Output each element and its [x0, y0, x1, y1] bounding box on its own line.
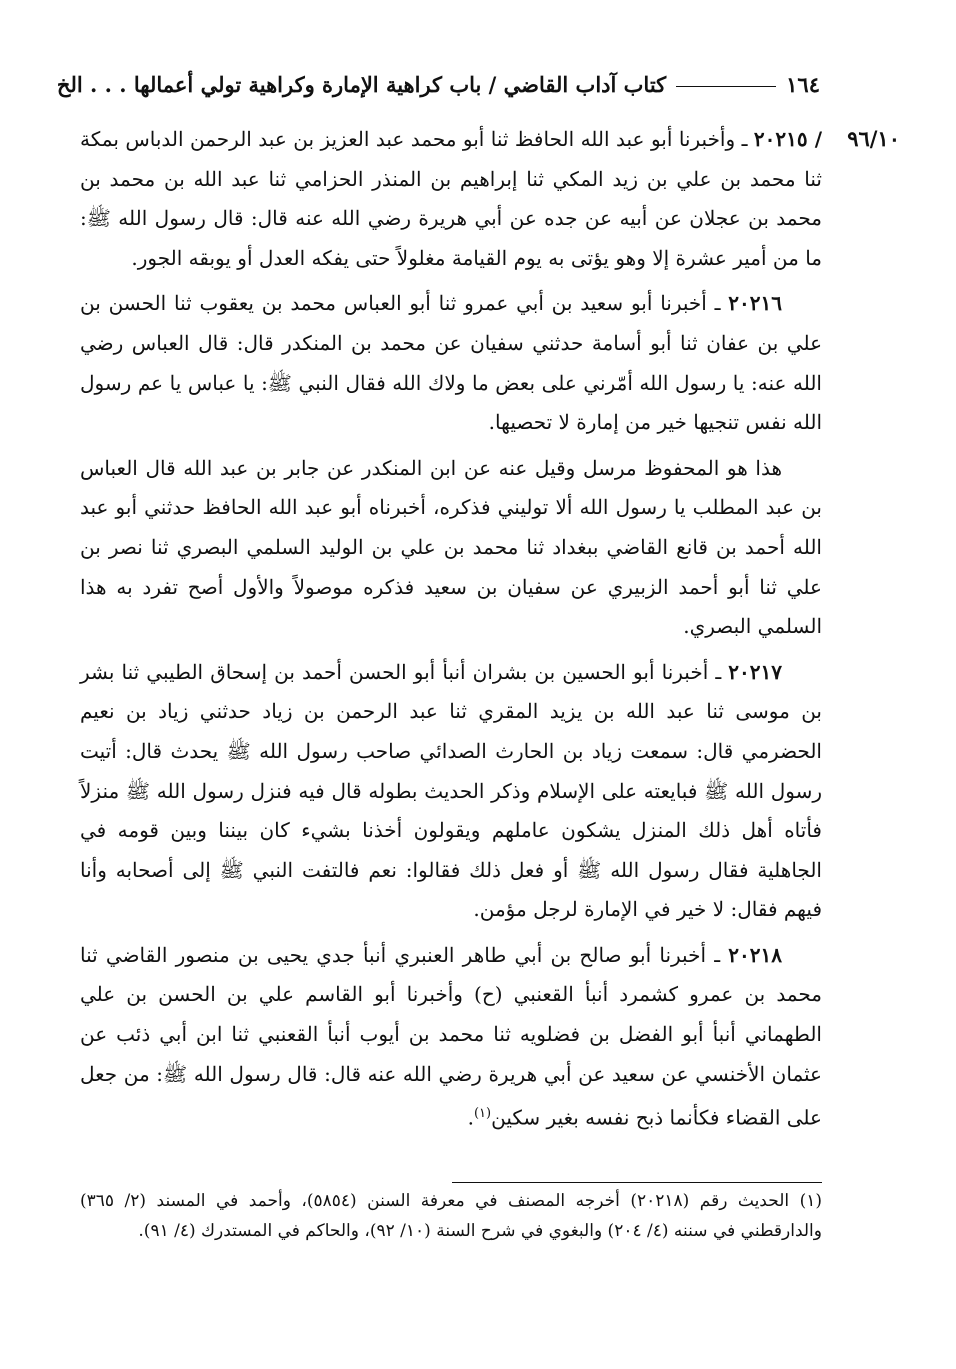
- hadith-paragraph: [80, 284, 822, 442]
- hadith-number: ٢٠٢١٧: [728, 659, 782, 684]
- hadith-number: ٢٠٢١٨: [728, 942, 782, 967]
- commentary-paragraph: [80, 449, 822, 647]
- sentence-end: .: [467, 1105, 474, 1130]
- header-rule: [676, 86, 776, 87]
- main-text: [80, 120, 822, 1145]
- hadith-number: / ٢٠٢١٥: [753, 127, 822, 151]
- hadith-paragraph: [80, 120, 822, 278]
- running-header: [56, 66, 820, 102]
- hadith-text: ـ وأخبرنا أبو عبد الله الحافظ ثنا أبو محمد عبد العزيز بن عبد الرحمن الدباس بمكة ثنا محمد بن علي بن زيد المكي ثنا إبراهيم بن المنذر الحزامي ثنا عبد الله بن محمد بن محمد بن عجلان عن أبيه عن جده عن أبي هريرة رضي الله عنه قال: قال رسول الله ﷺ: ما من أمير عشرة إلا وهو يؤتى به يوم القيامة مغلولاً حتى يفكه العدل أو يوبقه الجور.: [80, 127, 822, 270]
- hadith-text: ـ أخبرنا أبو الحسين بن بشران أنبأ أبو الحسن أحمد بن إسحاق الطيبي ثنا بشر بن موسى ثنا عبد الله بن يزيد المقري ثنا عبد الرحمن بن زياد حدثني زياد بن نعيم الحضرمي قال: سمعت زياد بن الحارث الصدائي صاحب رسول الله ﷺ يحدث قال: أتيت رسول الله ﷺ فبايعته على الإسلام وذكر الحديث بطوله قال فيه فنزل رسول الله ﷺ منزلاً فأتاه أهل ذلك المنزل يشكون عاملهم ويقولون أخذنا بشيء كان بيننا وبين قومه في الجاهلية فقال رسول الله ﷺ أو فعل ذلك فقالوا: نعم فالتفت النبي ﷺ إلى أصحابه وأنا فيهم فقال: لا خير في الإمارة لرجل مؤمن.: [80, 659, 822, 922]
- page-number: ١٦٤: [786, 71, 820, 97]
- commentary-text: هذا هو المحفوظ مرسل وقيل عنه عن ابن المنكدر عن جابر بن عبد الله قال العباس بن عبد المطلب يا رسول الله ألا توليني فذكره، أخبرناه أبو عبد الله الحافظ حدثني أبو عبد الله أحمد بن قانع القاضي ببغداد ثنا محمد بن علي بن الوليد السلمي البصري ثنا نصر بن علي ثنا أبو أحمد الزبيري عن سفيان بن سعيد فذكره موصولاً والأول أصح تفرد به هذا السلمي البصري.: [80, 455, 822, 639]
- footnotes: [80, 1186, 822, 1246]
- hadith-paragraph: [80, 936, 822, 1139]
- hadith-text: ـ أخبرنا أبو صالح بن أبي طاهر العنبري أنبأ جدي يحيى بن منصور القاضي ثنا محمد بن عمرو كشمرد أنبأ القعنبي (ح) وأخبرنا أبو القاسم علي بن الحسن بن علي الطهماني أنبأ أبو الفضل بن فضلويه ثنا محمد بن أيوب أنبأ القعنبي ثنا ابن أبي ذئب عن عثمان الأخنسي عن سعيد عن أبي هريرة رضي الله عنه قال: قال رسول الله ﷺ: من جعل على القضاء فكأنما ذبح نفسه بغير سكين: [80, 942, 822, 1130]
- hadith-paragraph: [80, 653, 822, 930]
- footnote-marker[interactable]: (١): [473, 1106, 492, 1122]
- hadith-text: ـ أخبرنا أبو سعيد بن أبي عمرو ثنا أبو العباس محمد بن يعقوب ثنا الحسن بن علي بن عفان ثنا أبو أسامة حدثني سفيان عن محمد بن المنكدر قال: قال العباس رضي الله عنه: يا رسول الله أمّرني على بعض ما ولاك الله فقال النبي ﷺ: يا عباس يا عم رسول الله نفس تنجيها خير من إمارة لا تحصيها.: [80, 291, 822, 435]
- footnote-text: (١) الحديث رقم (٢٠٢١٨) أخرجه المصنف في معرفة السنن (٥٨٥٤)، وأحمد في المسند (٢/ ٣٦٥) والدارقطني في سننه (٤/ ٢٠٤) والبغوي في شرح السنة (١٠/ ٩٢)، والحاكم في المستدرك (٤/ ٩١).: [80, 1191, 822, 1241]
- hadith-number: ٢٠٢١٦: [728, 291, 782, 316]
- running-title: كتاب آداب القاضي / باب كراهية الإمارة وكراهية تولي أعمالها . . . الخ: [56, 71, 667, 97]
- footnote-divider: [452, 1182, 822, 1183]
- margin-reference: ٩٦/١٠: [847, 126, 900, 151]
